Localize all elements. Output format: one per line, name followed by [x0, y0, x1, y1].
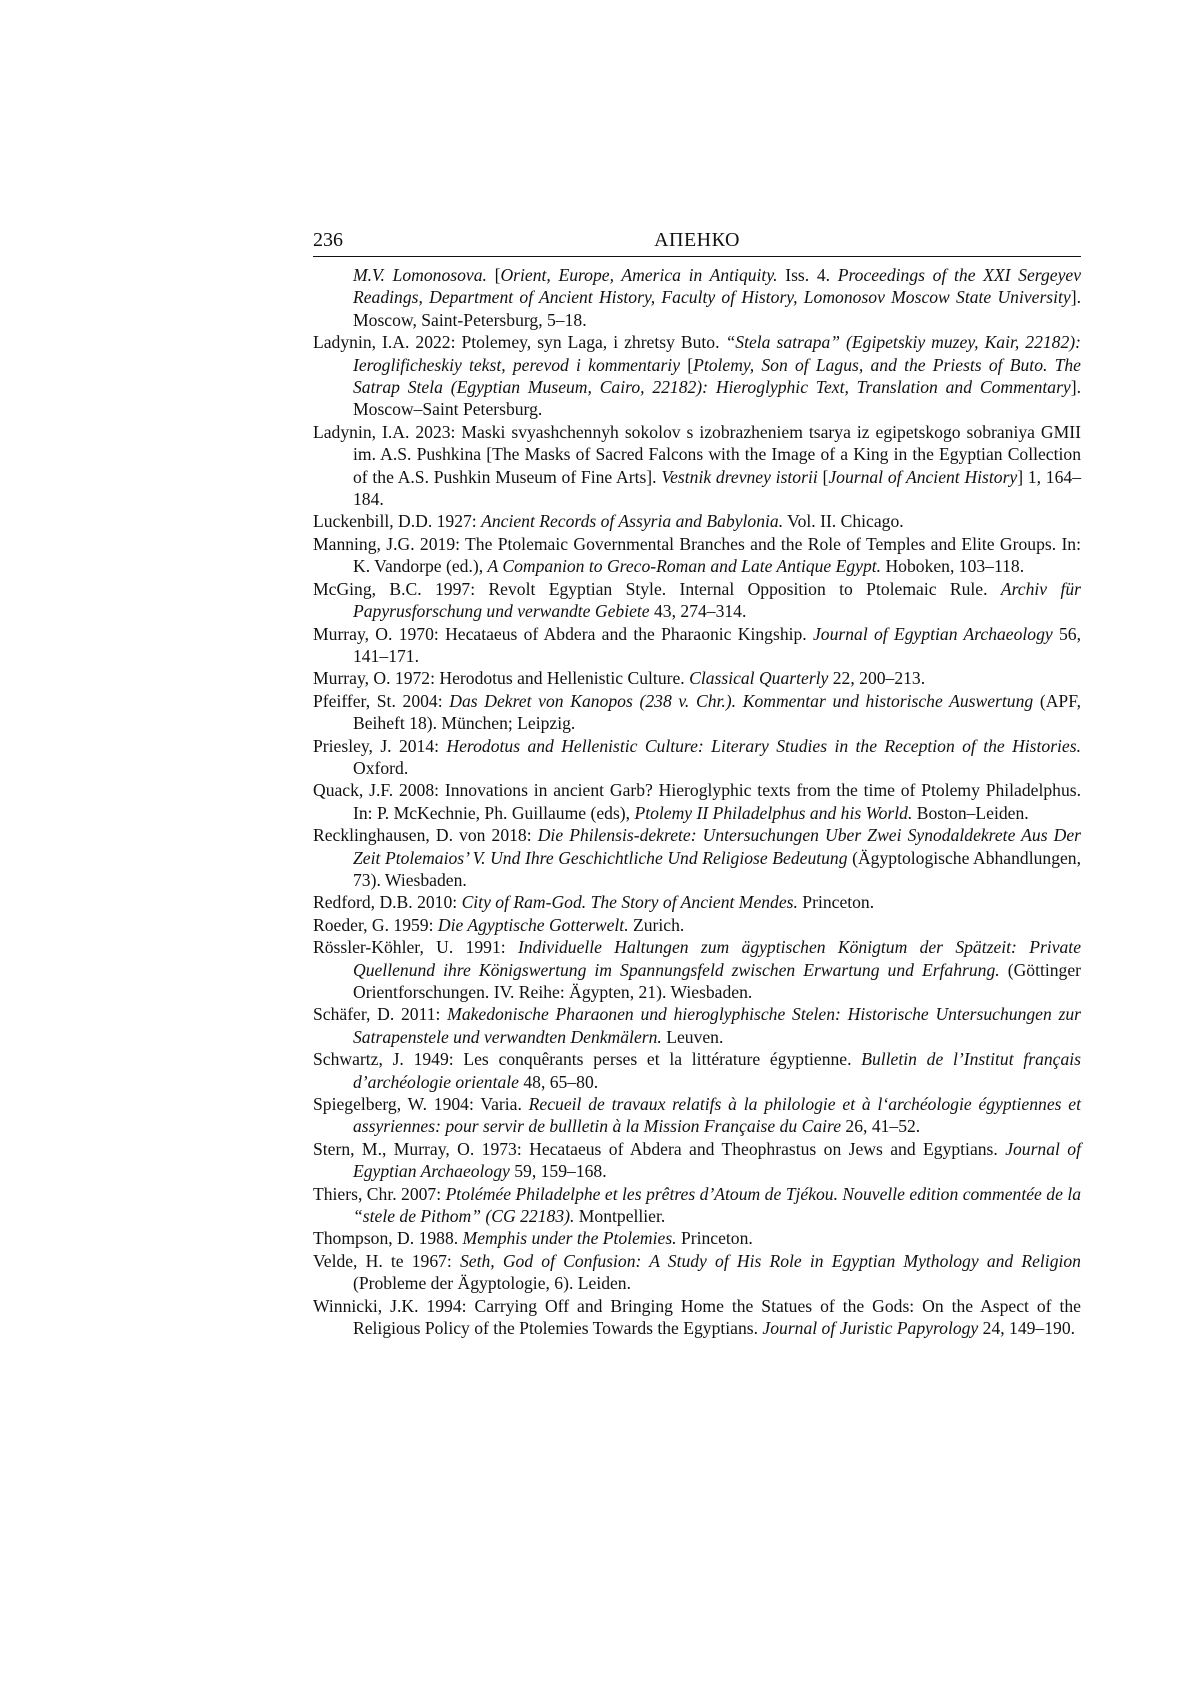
reference-text: Rössler-Köhler, U. 1991: — [313, 937, 518, 958]
reference-text: Montpellier. — [574, 1206, 666, 1227]
reference-text: Luckenbill, D.D. 1927: — [313, 511, 482, 532]
reference-list — [313, 264, 1081, 1340]
reference-text: Spiegelberg, W. 1904: Varia. — [313, 1094, 529, 1115]
reference-italic-text: Vestnik drevney istorii — [661, 466, 823, 487]
reference-text: 59, 159–168. — [509, 1161, 607, 1182]
reference-text: ]. Moscow, Saint-Petersburg, 5–18. — [353, 287, 1081, 330]
reference-text: (Ägyptologische Abhandlungen, 73). Wiesbaden. — [353, 847, 1081, 890]
reference-text: Recklinghausen, D. von 2018: — [313, 825, 538, 846]
reference-text: 26, 41–52. — [841, 1116, 921, 1137]
reference-text: Boston–Leiden. — [912, 802, 1029, 823]
reference-italic-text: Journal of Ancient History — [828, 466, 1018, 487]
reference-text: Redford, D.B. 2010: — [313, 892, 462, 913]
reference-text: (Göttinger Orientforschungen. IV. Reihe: Ägypten, 21). Wiesbaden. — [353, 959, 1081, 1002]
reference-entry — [313, 264, 1081, 331]
reference-italic-text: Archiv für Papyrusforschung und verwandte Gebiete — [353, 578, 1081, 622]
reference-text: Manning, J.G. 2019: The Ptolemaic Governmental Branches and the Role of Temples and Elite Groups. In: K. Vandorpe (ed.), — [313, 533, 1081, 577]
reference-text: Priesley, J. 2014: — [313, 735, 447, 756]
reference-italic-text: Ptolémée Philadelphe et les prêtres d’Atoum de Tjékou. Nouvelle edition commentée de la “stele de Pithom” (CG 22183). — [353, 1183, 1081, 1227]
reference-text: Winnicki, J.K. 1994: Carrying Off and Bringing Home the Statues of the Gods: On the Aspect of the Religious Policy of the Ptolemies Towards the Egyptians. — [313, 1295, 1081, 1339]
reference-entry — [313, 1138, 1081, 1183]
reference-entry — [313, 891, 1081, 913]
reference-italic-text: Ptolemy, Son of Lagus, and the Priests of Buto. The Satrap Stela (Egyptian Museum, Cairo, 22182): Hieroglyphic Text, Translation and Commentary — [353, 354, 1081, 398]
reference-text: Ladynin, I.A. 2023: Maski svyashchennyh sokolov s izobrazheniem tsarya iz egipetskogo sobraniya GMII im. A.S. Pushkina [The Masks of Sacred Falcons with the Image of a King in the Egyptian Collection of the A.S. Pushkin Museum of Fine Arts]. — [313, 421, 1081, 487]
reference-text: (APF, Beiheft 18). München; Leipzig. — [353, 690, 1081, 734]
reference-text: [ — [494, 265, 501, 285]
reference-text: ]. Moscow–Saint Petersburg. — [353, 377, 1081, 420]
reference-text: Pfeiffer, St. 2004: — [313, 690, 450, 711]
reference-entry — [313, 824, 1081, 891]
reference-text: Hoboken, 103–118. — [881, 556, 1025, 577]
reference-text: Leuven. — [661, 1026, 724, 1047]
page-header — [313, 228, 1081, 257]
reference-text: Schwartz, J. 1949: Les conquêrants perses et la littérature égyptienne. — [313, 1049, 862, 1070]
reference-italic-text: Journal of Egyptian Archaeology — [812, 623, 1053, 644]
reference-italic-text: Recueil de travaux relatifs à la philologie et à l‘archéologie égyptiennes et assyriennes: pour servir de bullletin à la Mission Française du Caire — [353, 1094, 1081, 1137]
reference-entry — [313, 1048, 1081, 1093]
reference-italic-text: Die Philensis-dekrete: Untersuchungen Uber Zwei Synodaldekrete Aus Der Zeit Ptolemaios’ V. Und Ihre Geschichtliche Und Religiose Bedeutung — [353, 825, 1081, 868]
reference-italic-text: Ptolemy II Philadelphus and his World. — [634, 802, 913, 823]
reference-entry — [313, 1183, 1081, 1228]
reference-italic-text: A Companion to Greco-Roman and Late Antique Egypt. — [487, 556, 882, 577]
reference-text: 24, 149–190. — [978, 1318, 1076, 1339]
reference-text: Stern, M., Murray, O. 1973: Hecataeus of Abdera and Theophrastus on Jews and Egyptians. — [313, 1138, 1006, 1159]
reference-entry — [313, 578, 1081, 623]
reference-text: ] 1, 164–184. — [353, 466, 1081, 510]
reference-italic-text: Orient, Europe, America in Antiquity. — [500, 265, 778, 285]
reference-italic-text: Seth, God of Confusion: A Study of His Role in Egyptian Mythology and Religion — [459, 1250, 1081, 1271]
reference-text: [ — [687, 354, 694, 375]
reference-entry — [313, 914, 1081, 936]
reference-entry — [313, 1003, 1081, 1048]
reference-italic-text: “Stela satrapa” (Egipetskiy muzey, Kair, 22182): Ieroglificheskiy tekst, perevod i kommentariy — [353, 332, 1081, 375]
reference-italic-text: M.V. Lomonosova. — [353, 265, 495, 285]
reference-entry — [313, 1250, 1081, 1295]
reference-entry — [313, 510, 1081, 532]
reference-entry — [313, 779, 1081, 824]
reference-text: Schäfer, D. 2011: — [313, 1004, 448, 1025]
reference-text: Zurich. — [628, 914, 685, 935]
reference-italic-text: Bulletin de l’Institut français d’archéologie orientale — [353, 1049, 1082, 1092]
reference-italic-text: City of Ram-God. The Story of Ancient Mendes. — [461, 892, 798, 913]
reference-text: Velde, H. te 1967: — [313, 1250, 460, 1271]
reference-entry — [313, 533, 1081, 578]
reference-entry — [313, 1093, 1081, 1138]
reference-entry — [313, 1295, 1081, 1340]
reference-text: Thiers, Chr. 2007: — [313, 1183, 446, 1204]
reference-entry — [313, 421, 1081, 511]
reference-text: Murray, O. 1972: Herodotus and Hellenistic Culture. — [313, 668, 690, 689]
reference-text: (Probleme der Ägyptologie, 6). Leiden. — [353, 1273, 632, 1294]
reference-entry — [313, 1227, 1081, 1249]
reference-text: Oxford. — [353, 757, 409, 778]
running-title: АПЕНКО — [654, 229, 740, 251]
reference-italic-text: Journal of Juristic Papyrology — [762, 1318, 979, 1339]
reference-text: Roeder, G. 1959: — [313, 914, 438, 935]
reference-text: Ladynin, I.A. 2022: Ptolemey, syn Laga, i zhretsy Buto. — [313, 332, 726, 353]
reference-italic-text: Makedonische Pharaonen und hieroglyphische Stelen: Historische Untersuchungen zur Satrapenstele und verwandten Denkmälern. — [353, 1004, 1081, 1047]
reference-text: Vol. II. Chicago. — [783, 511, 904, 532]
page-number: 236 — [313, 229, 343, 251]
reference-text: Princeton. — [676, 1228, 753, 1249]
reference-italic-text: Classical Quarterly — [689, 668, 829, 689]
reference-italic-text: Individuelle Haltungen zum ägyptischen Königtum der Spätzeit: Private Quellenund ihre Königswertung im Spannungsfeld zwischen Erwartung und Erfahrung. — [353, 937, 1082, 980]
reference-entry — [313, 623, 1081, 668]
reference-entry — [313, 690, 1081, 735]
reference-text: 48, 65–80. — [518, 1071, 599, 1092]
reference-italic-text: Das Dekret von Kanopos (238 v. Chr.). Kommentar und historische Auswertung — [449, 690, 1034, 711]
reference-entry — [313, 667, 1081, 689]
reference-entry — [313, 735, 1081, 780]
reference-italic-text: Proceedings of the XXI Sergeyev Readings, Department of Ancient History, Faculty of History, Lomonosov Moscow State University — [353, 265, 1082, 308]
reference-text: Quack, J.F. 2008: Innovations in ancient Garb? Hieroglyphic texts from the time of Ptolemy Philadelphus. In: P. McKechnie, Ph. Guillaume (eds), — [313, 780, 1081, 823]
reference-italic-text: Ancient Records of Assyria and Babylonia. — [481, 511, 784, 532]
reference-text: 43, 274–314. — [649, 601, 747, 622]
reference-text: Thompson, D. 1988. — [313, 1228, 463, 1249]
reference-text: 56, 141–171. — [353, 623, 1081, 666]
reference-entry — [313, 331, 1081, 421]
reference-italic-text: Herodotus and Hellenistic Culture: Literary Studies in the Reception of the Histories. — [446, 735, 1081, 756]
reference-text: 22, 200–213. — [828, 668, 926, 689]
reference-italic-text: Journal of Egyptian Archaeology — [353, 1138, 1081, 1182]
reference-entry — [313, 936, 1081, 1003]
reference-italic-text: Die Agyptische Gotterwelt. — [437, 914, 629, 935]
reference-text: Murray, O. 1970: Hecataeus of Abdera and the Pharaonic Kingship. — [313, 623, 813, 644]
reference-italic-text: Memphis under the Ptolemies. — [462, 1228, 677, 1249]
reference-text: [ — [822, 466, 829, 487]
reference-text: Iss. 4. — [777, 265, 838, 285]
reference-text: McGing, B.C. 1997: Revolt Egyptian Style. Internal Opposition to Ptolemaic Rule. — [313, 578, 1001, 599]
reference-text: Princeton. — [797, 892, 875, 913]
